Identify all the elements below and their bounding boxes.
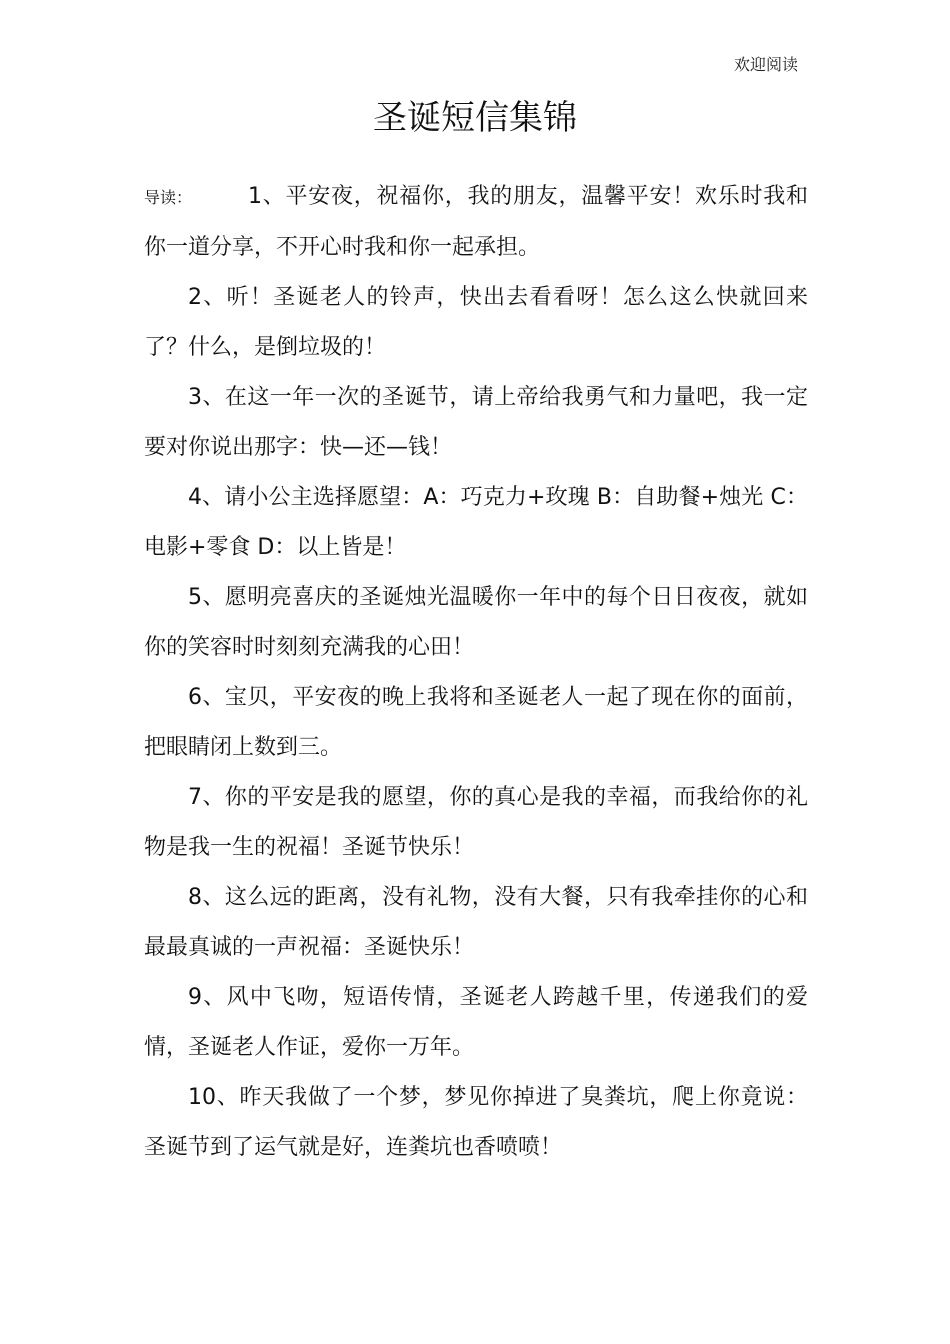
paragraph-9: 9、风中飞吻，短语传情，圣诞老人跨越千里，传递我们的爱情，圣诞老人作证，爱你一万年。 bbox=[144, 985, 808, 1060]
paragraph-1 bbox=[144, 172, 808, 273]
document-title: 圣诞短信集锦 bbox=[373, 98, 577, 138]
document-body bbox=[144, 172, 808, 1173]
paragraph-6: 6、宝贝，平安夜的晚上我将和圣诞老人一起了现在你的面前，把眼睛闭上数到三。 bbox=[144, 685, 808, 760]
paragraph-3: 3、在这一年一次的圣诞节，请上帝给我勇气和力量吧，我一定要对你说出那字：快—还—钱！ bbox=[144, 385, 808, 460]
paragraph-7: 7、你的平安是我的愿望，你的真心是我的幸福，而我给你的礼物是我一生的祝福！圣诞节快乐！ bbox=[144, 785, 808, 860]
header-note: 欢迎阅读 bbox=[733, 55, 798, 74]
lead-label: 导读： bbox=[144, 188, 193, 207]
paragraph-10: 10、昨天我做了一个梦，梦见你掉进了臭粪坑，爬上你竟说：圣诞节到了运气就是好，连粪坑也香喷喷！ bbox=[144, 1085, 808, 1160]
paragraph-8: 8、这么远的距离，没有礼物，没有大餐，只有我牵挂你的心和最最真诚的一声祝福：圣诞快乐！ bbox=[144, 885, 808, 960]
paragraph-4: 4、请小公主选择愿望：A：巧克力+玫瑰 B：自助餐+烛光 C：电影+零食 D：以上皆是！ bbox=[144, 485, 808, 560]
paragraph-2: 2、听！圣诞老人的铃声，快出去看看呀！怎么这么快就回来了？什么，是倒垃圾的！ bbox=[144, 285, 808, 360]
paragraph-text: 1、平安夜，祝福你，我的朋友，温馨平安！欢乐时我和你一道分享，不开心时我和你一起承担。 bbox=[144, 184, 808, 260]
paragraph-5: 5、愿明亮喜庆的圣诞烛光温暖你一年中的每个日日夜夜，就如你的笑容时时刻刻充满我的心田！ bbox=[144, 585, 808, 660]
